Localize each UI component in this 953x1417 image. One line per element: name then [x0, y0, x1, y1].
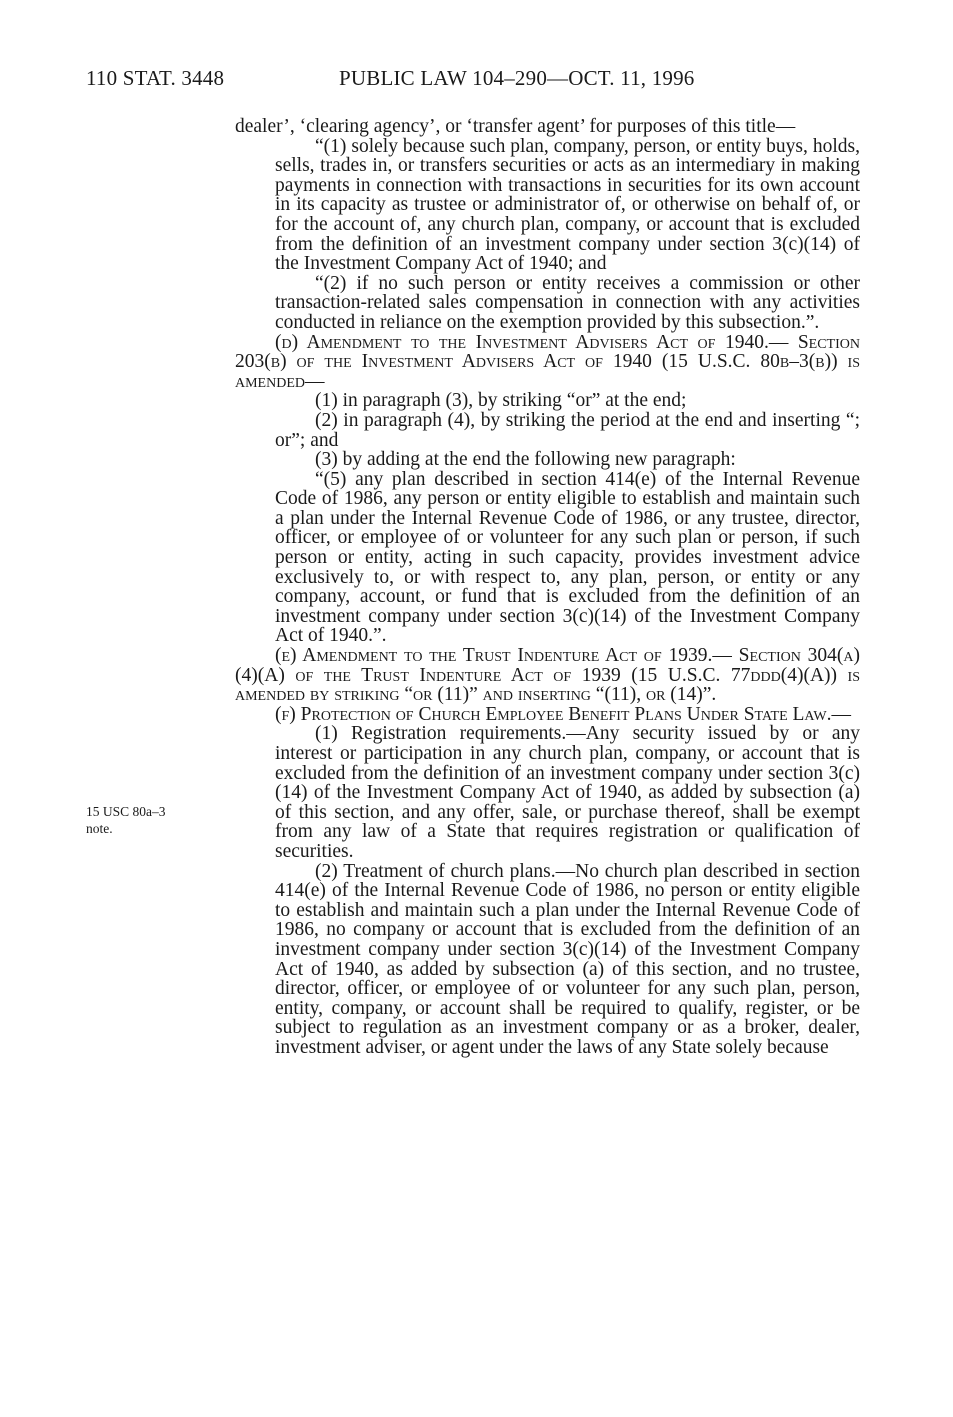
margin-note	[86, 803, 226, 837]
subsection-f-heading: (f) Protection of Church Employee Benefit Plans Under State Law.—	[275, 703, 851, 725]
margin-note-citation: 15 USC 80a–3	[86, 804, 166, 819]
continuation-paragraph: dealer’, ‘clearing agency’, or ‘transfer agent’ for purposes of this title—	[235, 116, 796, 137]
d-paragraph-1: (1) in paragraph (3), by striking “or” at the end;	[315, 390, 687, 412]
d-paragraph-2: (2) in paragraph (4), by striking the period at the end and inserting “; or”; and	[275, 409, 860, 451]
public-law-title: PUBLIC LAW 104–290—OCT. 11, 1996	[339, 66, 695, 90]
new-paragraph-5: “(5) any plan described in section 414(e) of the Internal Revenue Code of 1986, any person or entity eligible to establish and maintain such a plan under the Internal Revenue Code of 1986, or any trustee, director, officer, or employee of or volunteer for any such plan or person, if such person or entity, acting in such capacity, provides investment advice exclusively to, or with respect to, any plan, person, or entity or any company, account, or fund that is excluded from the definition of an investment company under section 3(c)(14) of the Investment Company Act of 1940.”.	[275, 468, 860, 647]
f-paragraph-1: (1) Registration requirements.—Any security issued by or any interest or participation in any church plan, company, or account that is excluded from the definition of an investment company under section 3(c)(14) of the Investment Company Act of 1940, as added by subsection (a) of this section, and any offer, sale, or purchase thereof, shall be exempt from any law of a State that requires registration or qualification of securities.	[275, 723, 860, 862]
statute-page-number: 110 STAT. 3448	[86, 66, 225, 90]
clause-2-paragraph: “(2) if no such person or entity receives a commission or other transaction-related sales compensation in connection with any activities conducted in reliance on the exemption provided by this subsection.”.	[275, 272, 860, 333]
statute-text	[235, 117, 860, 1058]
subsection-e-heading: (e) Amendment to the Trust Indenture Act of 1939.— Section 304(a)(4)(A) of the Trust Indenture Act of 1939 (15 U.S.C. 77ddd(4)(A)) is amended by striking “or (11)” and inserting “(11), or (14)”.	[235, 645, 860, 706]
margin-note-label: note.	[86, 821, 113, 836]
subsection-d-heading: (d) Amendment to the Investment Advisers Act of 1940.— Section 203(b) of the Investment Advisers Act of 1940 (15 U.S.C. 80b–3(b)) is amended—	[235, 331, 860, 392]
clause-1-paragraph: “(1) solely because such plan, company, person, or entity buys, holds, sells, trades in, or transfers securities or acts as an intermediary in making payments in connection with transactions in securities for its own account in its capacity as trustee or administrator of, or otherwise on behalf of, or for the account of, any church plan, company, or account that is excluded from the definition of an investment company under section 3(c)(14) of the Investment Company Act of 1940; and	[275, 135, 860, 275]
f-paragraph-2: (2) Treatment of church plans.—No church plan described in section 414(e) of the Internal Revenue Code of 1986, no person or entity eligible to establish and maintain such a plan under the Internal Revenue Code of 1986, no company or account that is excluded from the definition of an investment company under section 3(c)(14) of the Investment Company Act of 1940, as added by subsection (a) of this section, and no trustee, director, officer, or employee of or volunteer for any such plan, person, entity, company, or account shall be required to qualify, register, or be subject to regulation as an investment company or as a broker, dealer, investment adviser, or agent under the laws of any State solely because	[275, 860, 860, 1058]
d-paragraph-3: (3) by adding at the end the following new paragraph:	[315, 449, 736, 471]
